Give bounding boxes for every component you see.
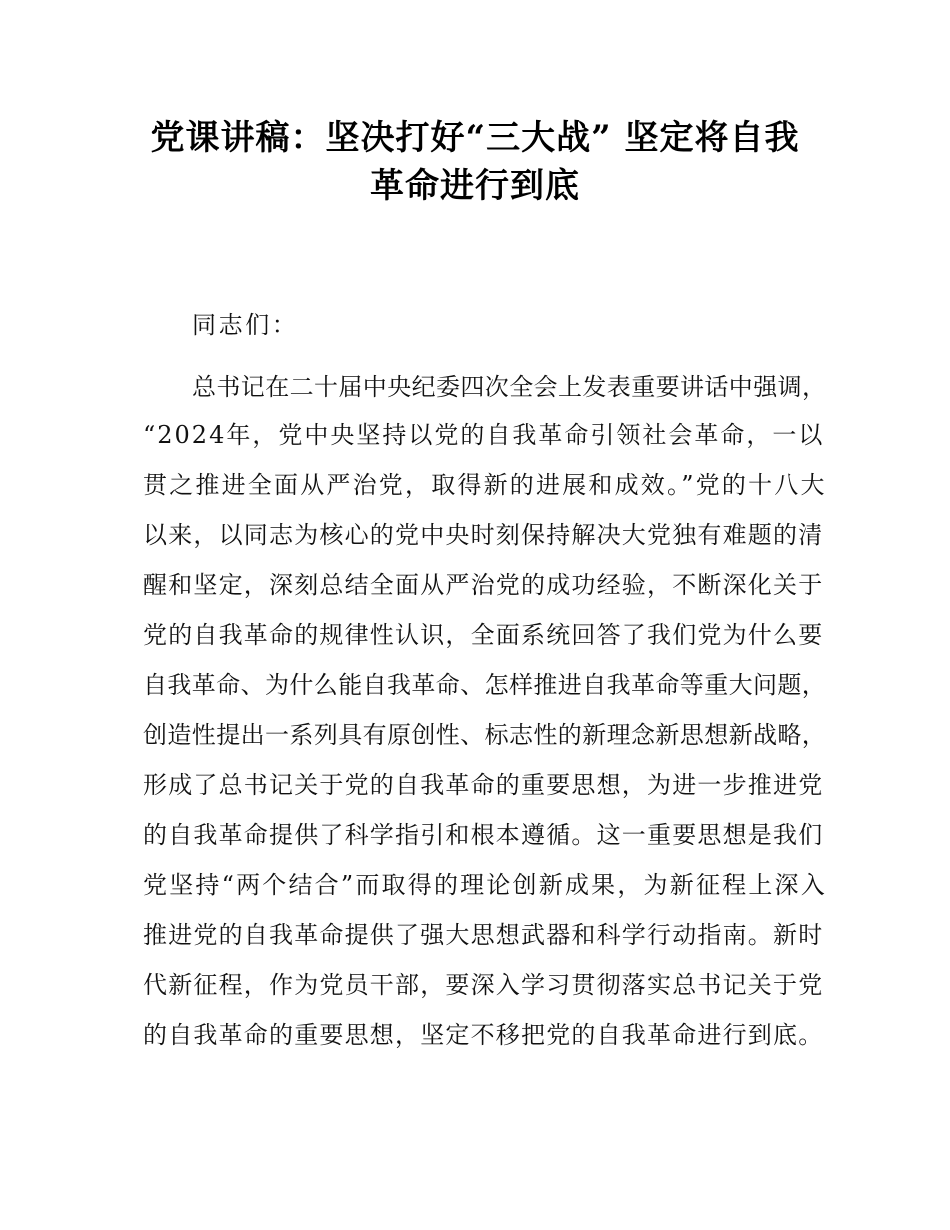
paragraph-line: 的自我革命提供了科学指引和根本遵循。这一重要思想是我们 — [143, 821, 824, 849]
paragraph-line: 的自我革命的重要思想，坚定不移把党的自我革命进行到底。 — [143, 1021, 824, 1049]
paragraph-line: 党坚持“两个结合”而取得的理论创新成果，为新征程上深入 — [143, 871, 827, 899]
paragraph-line: 贯之推进全面从严治党，取得新的进展和成效。”党的十八大 — [143, 471, 827, 499]
paragraph-line: “2024年，党中央坚持以党的自我革命引领社会革命，一以 — [143, 421, 825, 449]
document-title-line-1: 党课讲稿：坚决打好“三大战” 坚定将自我 — [150, 118, 800, 158]
paragraph-line: 党的自我革命的规律性认识，全面系统回答了我们党为什么要 — [143, 621, 824, 649]
paragraph-line: 形成了总书记关于党的自我革命的重要思想，为进一步推进党 — [143, 771, 824, 799]
paragraph-line: 总书记在二十届中央纪委四次全会上发表重要讲话中强调， — [192, 373, 827, 401]
paragraph-line: 以来，以同志为核心的党中央时刻保持解决大党独有难题的清 — [143, 521, 824, 549]
paragraph-line: 醒和坚定，深刻总结全面从严治党的成功经验，不断深化关于 — [143, 571, 824, 599]
paragraph-line: 推进党的自我革命提供了强大思想武器和科学行动指南。新时 — [143, 921, 824, 949]
paragraph-line: 创造性提出一系列具有原创性、标志性的新理念新思想新战略， — [143, 721, 827, 749]
paragraph-line: 代新征程，作为党员干部，要深入学习贯彻落实总书记关于党 — [143, 971, 824, 999]
document-title-line-2: 革命进行到底 — [370, 166, 580, 206]
salutation: 同志们： — [192, 311, 299, 339]
paragraph-line: 自我革命、为什么能自我革命、怎样推进自我革命等重大问题， — [143, 671, 827, 699]
